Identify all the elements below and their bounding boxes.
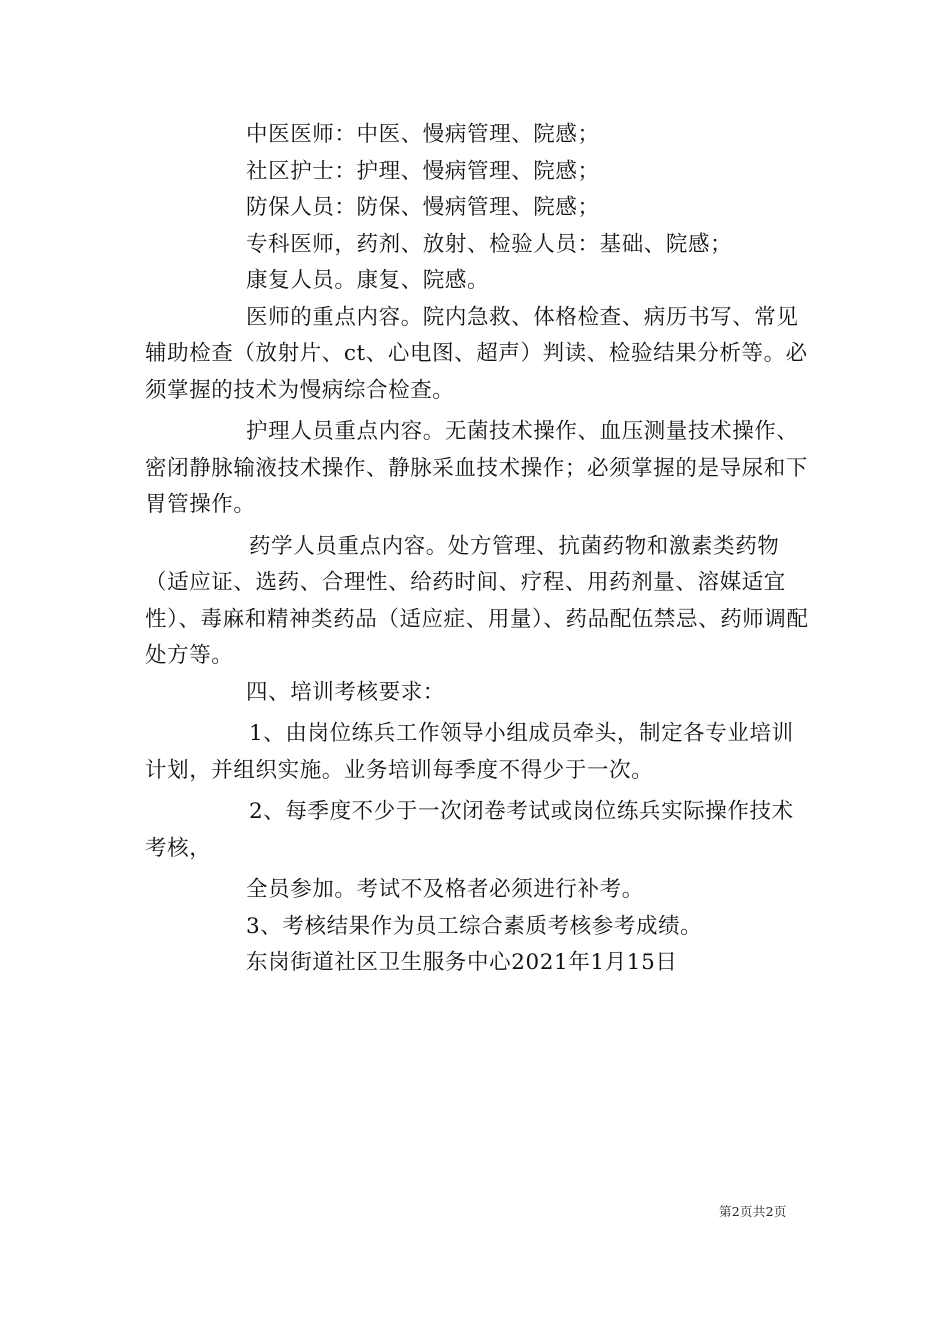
paragraph-prevention-staff: 防保人员：防保、慢病管理、院感； [246, 195, 600, 220]
paragraph-rehab-staff: 康复人员。康复、院感。 [246, 268, 490, 293]
paragraph-tcm-physician: 中医医师：中医、慢病管理、院感； [246, 122, 600, 147]
document-body [145, 117, 810, 982]
paragraph-requirement-1: 1、由岗位练兵工作领导小组成员牵头，制定各专业培训计划，并组织实施。业务培训每季度不得少于一次。 [145, 721, 794, 783]
paragraph-pharmacy-focus: 药学人员重点内容。处方管理、抗菌药物和激素类药物（适应证、选药、合理性、给药时间、疗程、用药剂量、溶媒适宜性）、毒麻和精神类药品（适应症、用量）、药品配伍禁忌、药师调配处方等。 [145, 533, 809, 668]
page-number-footer: 第2页共2页 [719, 1204, 787, 1219]
paragraph-specialist-staff: 专科医师，药剂、放射、检验人员：基础、院感； [246, 231, 733, 257]
paragraph-physician-focus: 医师的重点内容。院内急救、体格检查、病历书写、常见辅助检查（放射片、ct、心电图、超声）判读、检验结果分析等。必须掌握的技术为慢病综合检查。 [145, 304, 808, 403]
paragraph-nursing-focus: 护理人员重点内容。无菌技术操作、血压测量技术操作、密闭静脉输液技术操作、静脉采血技术操作；必须掌握的是导尿和下胃管操作。 [145, 419, 809, 517]
signature-date-line: 东岗街道社区卫生服务中心2021年1月15日 [246, 950, 678, 975]
section-heading-training-requirements: 四、培训考核要求： [246, 679, 445, 705]
paragraph-requirement-2-continued: 全员参加。考试不及格者必须进行补考。 [246, 877, 644, 902]
paragraph-requirement-3: 3、考核结果作为员工综合素质考核参考成绩。 [246, 913, 703, 939]
paragraph-community-nurse: 社区护士：护理、慢病管理、院感； [246, 158, 600, 184]
paragraph-requirement-2: 2、每季度不少于一次闭卷考试或岗位练兵实际操作技术考核， [145, 799, 794, 861]
